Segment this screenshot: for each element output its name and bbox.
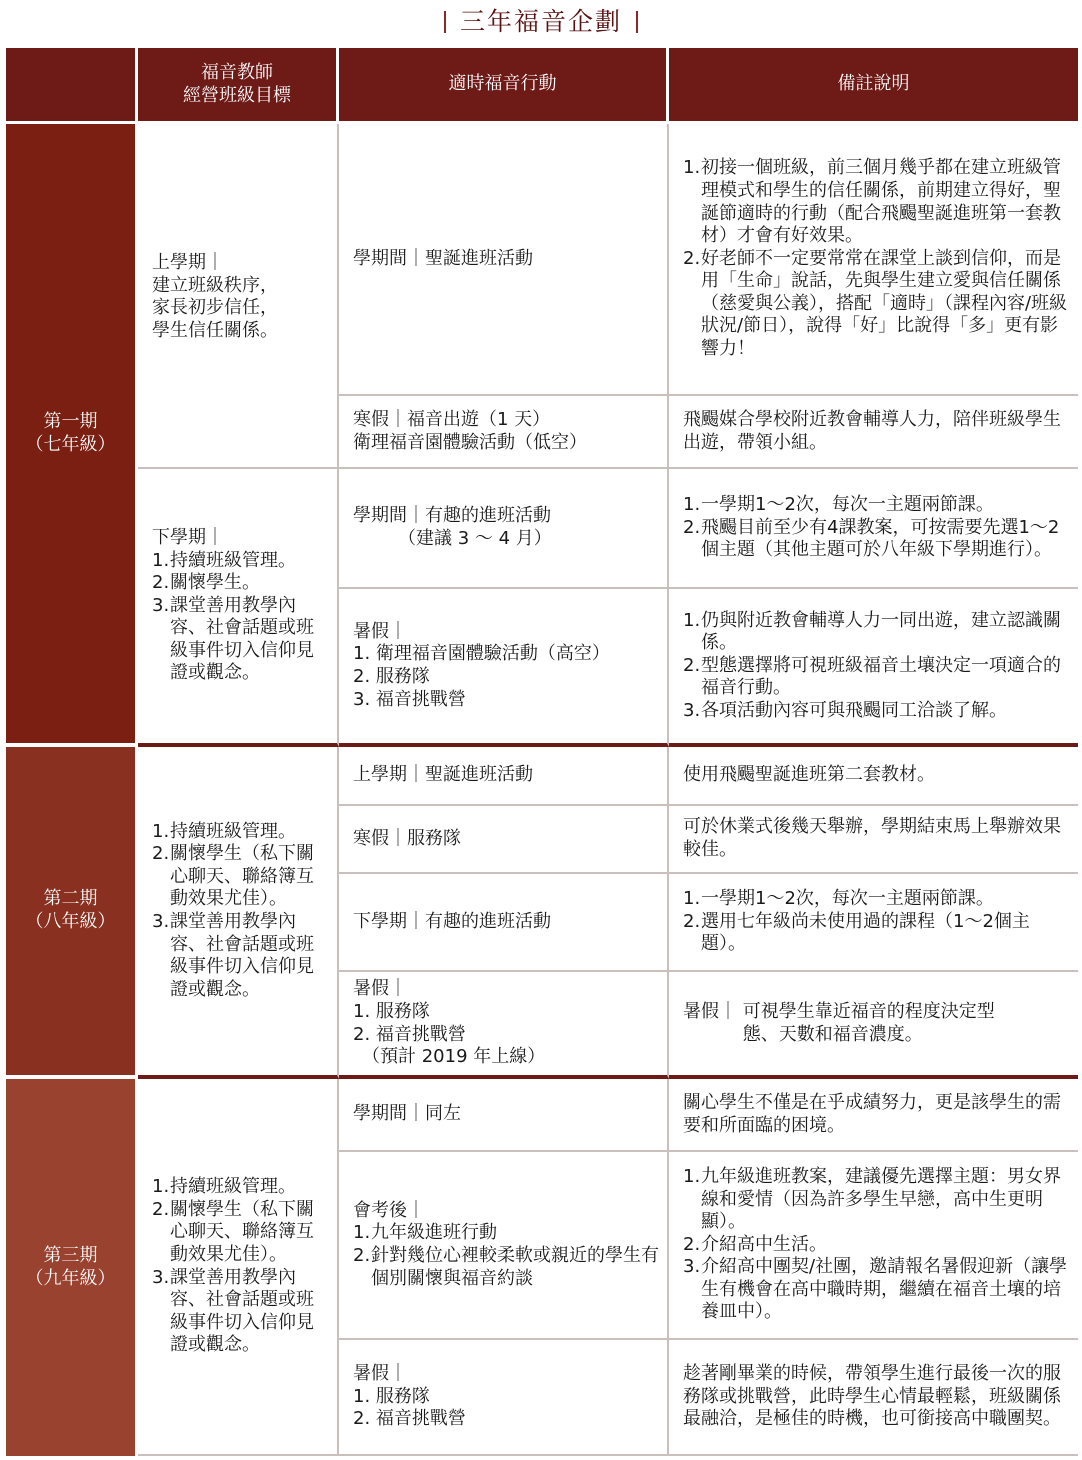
action-line: 學期間｜聖誕進班活動 xyxy=(353,247,533,269)
note-cell: 關心學生不僅是在乎成績努力，更是該學生的需要和所面臨的困境。 xyxy=(669,1079,1078,1152)
list-item: 2. 介紹高中生活。 xyxy=(683,1233,827,1255)
table-row xyxy=(6,1079,1078,1152)
list-item: 1. 一學期1～2次，每次一主題兩節課。 xyxy=(683,494,994,516)
list-item: 1. 持續班級管理。 xyxy=(152,1176,296,1198)
phase-name: 第二期 xyxy=(43,888,98,910)
action-line: 暑假｜ xyxy=(353,978,407,1000)
action-cell xyxy=(339,1079,669,1152)
list-item: 1. 仍與附近教會輔導人力一同出遊，建立認識關係。 xyxy=(683,609,1061,654)
action-cell xyxy=(339,874,669,972)
list-item: 3. 介紹高中團契/社團，邀請報名暑假迎新（讓學生有機會在高中職時期，繼續在福音土壤的培養皿中）。 xyxy=(683,1256,1068,1323)
action-cell xyxy=(339,747,669,806)
list-item: 1. 初接一個班級，前三個月幾乎都在建立班級管理模式和學生的信任關係，前期建立得好，聖誕節適時的行動（配合飛颺聖誕進班第一套教材）才會有好效果。 xyxy=(683,157,1061,247)
header-row xyxy=(6,48,1078,124)
header-note: 備註說明 xyxy=(669,48,1078,124)
action-line: 1. 服務隊 xyxy=(353,1000,430,1022)
phase-2-cell xyxy=(6,747,138,1079)
list-item: 2. 關懷學生。 xyxy=(152,572,260,594)
goal-head: 下學期｜ xyxy=(152,526,224,548)
phase-1-goal-1 xyxy=(138,124,339,469)
note-list xyxy=(683,888,1070,956)
action-line: 2. 福音挑戰營 xyxy=(353,1408,466,1430)
title-left-bar xyxy=(444,11,446,33)
action-line: 1. 服務隊 xyxy=(353,1385,430,1407)
action-line: 學期間｜同左 xyxy=(353,1103,461,1125)
list-item: 2. 好老師不一定要常常在課堂上談到信仰，而是用「生命」說話，先與學生建立愛與信任關係（慈愛與公義），搭配「適時」（課程內容/班級狀況/節日），說得「好」比說得「多」更有影響力！ xyxy=(683,247,1068,360)
note-cell: 趁著剛畢業的時候，帶領學生進行最後一次的服務隊或挑戰營，此時學生心情最輕鬆，班級關係最融洽，是極佳的時機，也可銜接高中職團契。 xyxy=(669,1340,1078,1456)
note-cell xyxy=(669,1152,1078,1340)
action-line: （預計 2019 年上線） xyxy=(353,1046,546,1068)
header-goal: 福音教師 經營班級目標 xyxy=(138,48,339,124)
phase-3-goal xyxy=(138,1079,339,1456)
note-cell: 暑假｜ 可視學生靠近福音的程度決定型 態、天數和福音濃度。 xyxy=(669,972,1078,1079)
action-cell xyxy=(339,972,669,1079)
list-item: 1. 一學期1～2次，每次一主題兩節課。 xyxy=(683,888,994,910)
note-list xyxy=(683,494,1070,562)
list-item: 2. 飛颺目前至少有4課教案，可按需要先選1～2個主題（其他主題可於八年級下學期進行）。 xyxy=(683,516,1060,561)
goal-list xyxy=(152,550,329,686)
action-line: 2. 福音挑戰營 xyxy=(353,1023,466,1045)
list-item: 3. 課堂善用教學內容、社會話題或班級事件切入信仰見證或觀念。 xyxy=(152,594,314,684)
action-list xyxy=(353,1222,659,1290)
table-row xyxy=(6,747,1078,806)
action-line: 學期間｜有趣的進班活動 xyxy=(353,505,551,527)
action-line: 暑假｜ xyxy=(353,620,407,642)
title-right-bar xyxy=(636,11,638,33)
action-line: 暑假｜ xyxy=(353,1363,407,1385)
list-item: 2. 針對幾位心裡較柔軟或親近的學生有個別關懷與福音約談 xyxy=(353,1245,659,1289)
goal-line: 建立班級秩序， xyxy=(152,274,278,296)
list-item: 2. 選用七年級尚未使用過的課程（1～2個主題）。 xyxy=(683,910,1030,955)
list-item: 3. 課堂善用教學內容、社會話題或班級事件切入信仰見證或觀念。 xyxy=(152,1266,314,1356)
phase-name: 第一期 xyxy=(43,410,98,432)
list-item: 2. 關懷學生（私下關心聊天、聯絡簿互動效果尤佳）。 xyxy=(152,843,314,910)
note-cell xyxy=(669,469,1078,589)
header-phase-cell xyxy=(6,48,138,124)
note-list xyxy=(683,1166,1070,1324)
phase-grade: （八年級） xyxy=(25,911,116,932)
phase-grade: （七年級） xyxy=(25,433,116,455)
action-line: （建議 3 ～ 4 月） xyxy=(353,528,552,549)
phase-name: 第三期 xyxy=(43,1244,98,1266)
action-cell xyxy=(339,589,669,747)
note-cell xyxy=(669,589,1078,747)
page-title: 三年福音企劃 xyxy=(0,4,1082,40)
list-item: 1. 持續班級管理。 xyxy=(152,549,296,571)
action-line: 3. 福音挑戰營 xyxy=(353,688,466,710)
phase-grade: （九年級） xyxy=(25,1267,116,1289)
action-line: 上學期｜聖誕進班活動 xyxy=(353,764,533,786)
action-line: 1. 衛理福音園體驗活動（高空） xyxy=(353,643,610,665)
action-cell xyxy=(339,396,669,469)
goal-head: 上學期｜ xyxy=(152,252,224,273)
note-cell xyxy=(669,874,1078,972)
note-cell xyxy=(669,124,1078,396)
note-list xyxy=(683,610,1070,723)
note-cell: 使用飛颺聖誕進班第二套教材。 xyxy=(669,747,1078,806)
action-cell xyxy=(339,1340,669,1456)
action-line: 2. 服務隊 xyxy=(353,666,430,687)
phase-3-cell xyxy=(6,1079,138,1456)
list-item: 2. 關懷學生（私下關心聊天、聯絡簿互動效果尤佳）。 xyxy=(152,1198,314,1265)
phase-1-goal-2 xyxy=(138,469,339,747)
action-cell xyxy=(339,1152,669,1340)
note-list xyxy=(683,157,1070,360)
action-line: 寒假｜服務隊 xyxy=(353,827,461,849)
action-cell xyxy=(339,124,669,396)
list-item: 1. 持續班級管理。 xyxy=(152,820,296,842)
table-row xyxy=(6,469,1078,589)
action-line: 下學期｜有趣的進班活動 xyxy=(353,910,551,932)
action-line: 寒假｜福音出遊（1 天） xyxy=(353,408,551,430)
goal-list xyxy=(152,1176,329,1357)
list-item: 1. 九年級進班教案，建議優先選擇主題：男女界線和愛情（因為許多學生早戀，高中生更明顯）。 xyxy=(683,1165,1061,1233)
goal-line: 家長初步信任， xyxy=(152,297,278,319)
list-item: 3. 各項活動內容可與飛颺同工洽談了解。 xyxy=(683,699,1007,721)
action-cell xyxy=(339,469,669,589)
list-item: 1. 九年級進班行動 xyxy=(353,1222,497,1244)
goal-list xyxy=(152,821,329,1002)
action-head: 會考後｜ xyxy=(353,1199,425,1221)
action-cell xyxy=(339,806,669,874)
goal-line: 學生信任關係。 xyxy=(152,319,278,341)
phase-1-cell xyxy=(6,124,138,747)
header-action: 適時福音行動 xyxy=(339,48,669,124)
list-item: 2. 型態選擇將可視班級福音土壤決定一項適合的福音行動。 xyxy=(683,654,1061,699)
phase-2-goal xyxy=(138,747,339,1079)
note-cell: 可於休業式後幾天舉辦，學期結束馬上舉辦效果較佳。 xyxy=(669,806,1078,874)
action-line: 衛理福音園體驗活動（低空） xyxy=(353,431,587,453)
list-item: 3. 課堂善用教學內容、社會話題或班級事件切入信仰見證或觀念。 xyxy=(152,911,314,1000)
table-row xyxy=(6,124,1078,396)
note-cell: 飛颺媒合學校附近教會輔導人力，陪伴班級學生出遊，帶領小組。 xyxy=(669,396,1078,469)
plan-table xyxy=(6,48,1078,1456)
